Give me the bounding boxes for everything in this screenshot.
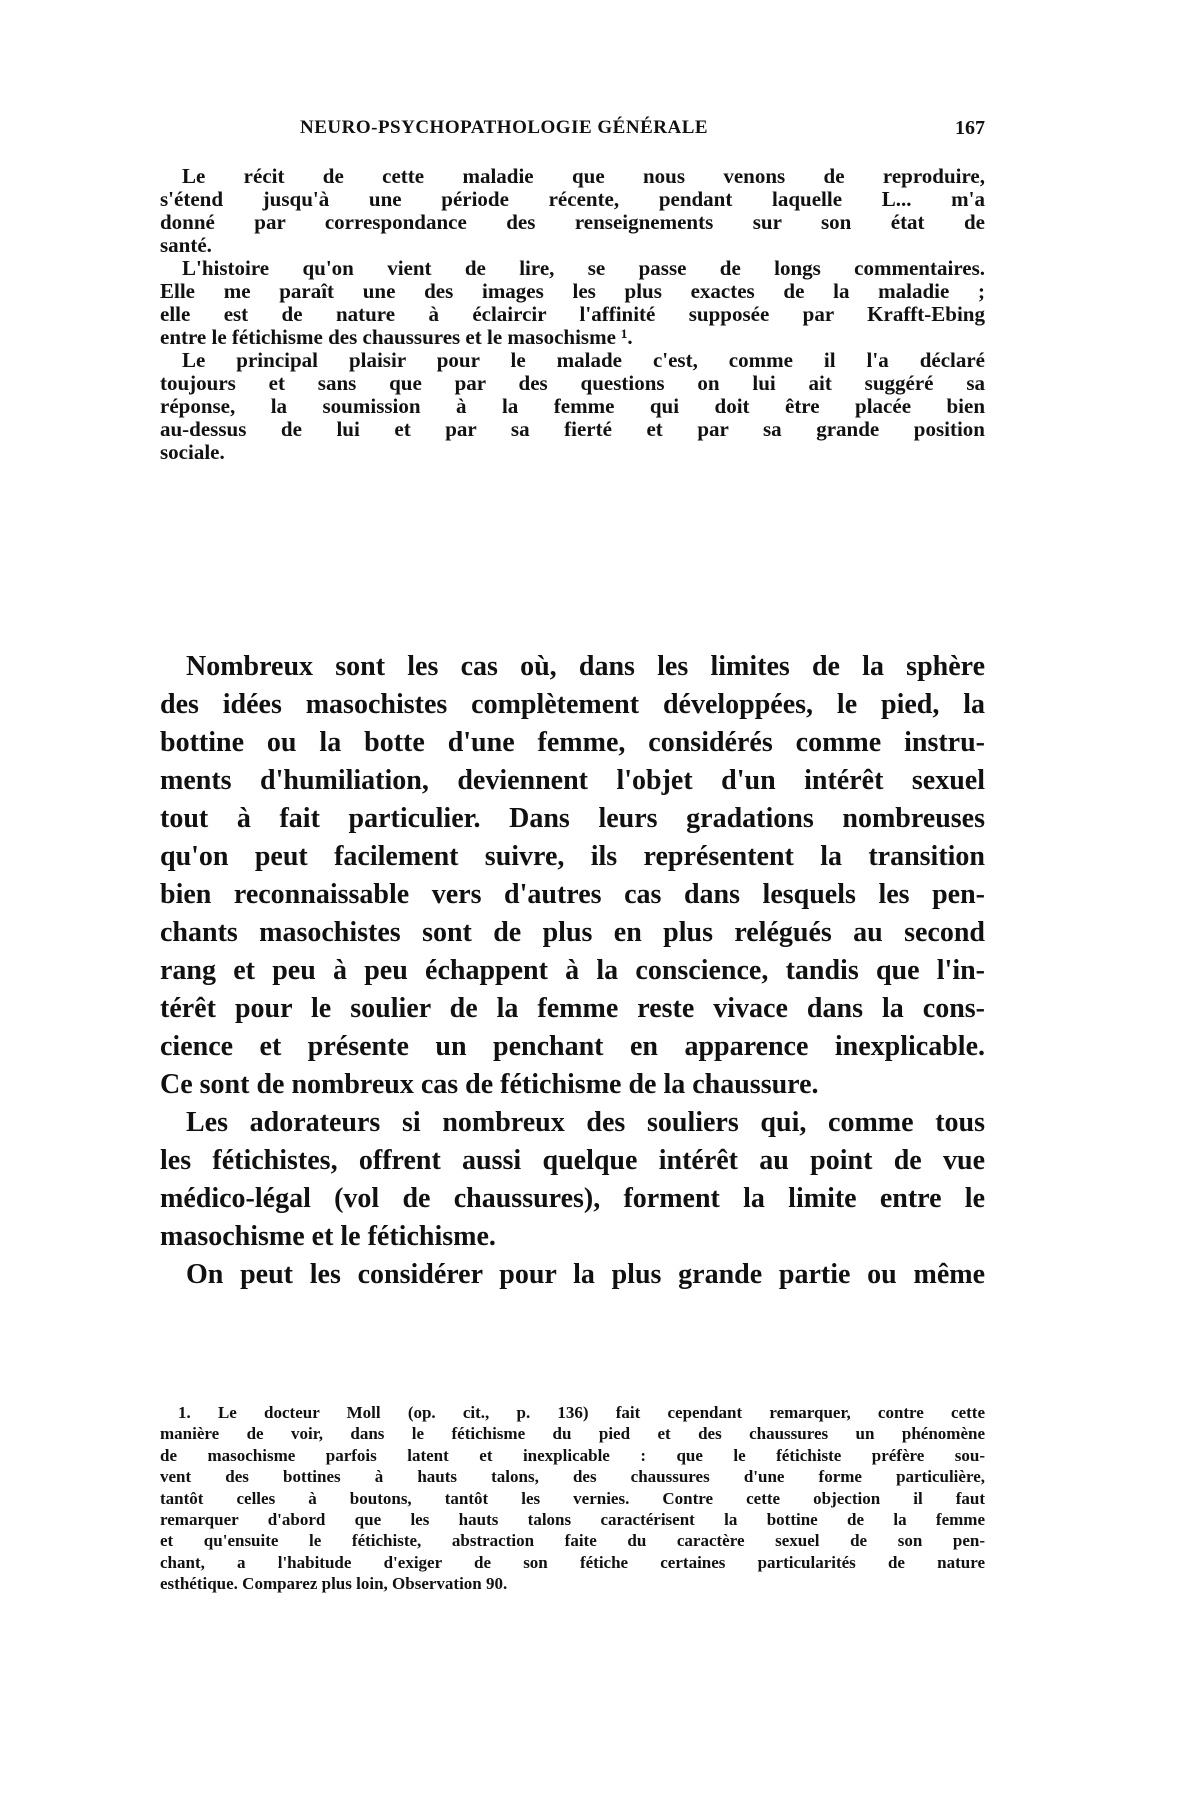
text-line: sociale. [160,440,225,464]
text-line: remarquer d'abord que les hauts talons caractérisent la bottine de la femme [160,1510,985,1530]
text-line: de masochisme parfois latent et inexplicable : que le fétichiste préfère sou- [160,1445,985,1465]
text-line: au-dessus de lui et par sa fierté et par sa grande position [160,417,985,441]
text-line: ments d'humiliation, deviennent l'objet d'un intérêt sexuel [160,765,985,796]
text-line: masochisme et le fétichisme. [160,1221,496,1252]
text-line: vent des bottines à hauts talons, des chaussures d'une forme particulière, [160,1467,985,1487]
text-line: chant, a l'habitude d'exiger de son fétiche certaines particularités de nature [160,1552,985,1572]
text-line: térêt pour le soulier de la femme reste vivace dans la cons- [160,993,985,1024]
quoted-case-block [160,165,985,464]
text-line: elle est de nature à éclaircir l'affinité supposée par Krafft-Ebing [160,302,985,326]
text-line: médico-légal (vol de chaussures), forment la limite entre le [160,1183,985,1214]
text-line: On peut les considérer pour la plus grande partie ou même [186,1259,985,1290]
text-line: réponse, la soumission à la femme qui doit être placée bien [160,394,985,418]
text-line: Ce sont de nombreux cas de fétichisme de la chaussure. [160,1069,819,1100]
text-line: des idées masochistes complètement développées, le pied, la [160,689,985,720]
text-line: 1. Le docteur Moll (op. cit., p. 136) fait cependant remarquer, contre cette [178,1403,985,1422]
text-line: Elle me paraît une des images les plus exactes de la maladie ; [160,279,985,303]
text-line: Le récit de cette maladie que nous venons de reproduire, [182,164,985,188]
text-line: esthétique. Comparez plus loin, Observation 90. [160,1574,508,1594]
text-line: Nombreux sont les cas où, dans les limites de la sphère [186,651,985,682]
text-line: Les adorateurs si nombreux des souliers qui, comme tous [186,1107,985,1138]
page-number: 167 [955,117,985,139]
text-line: tantôt celles à boutons, tantôt les vernies. Contre cette objection il faut [160,1488,985,1508]
text-line: L'histoire qu'on vient de lire, se passe de longs commentaires. [182,256,985,280]
text-line: et qu'ensuite le fétichiste, abstraction faite du caractère sexuel de son pen- [160,1531,985,1551]
text-line: manière de voir, dans le fétichisme du pied et des chaussures un phénomène [160,1424,985,1444]
text-line: qu'on peut facilement suivre, ils représentent la transition [160,841,985,872]
text-line: tout à fait particulier. Dans leurs gradations nombreuses [160,803,985,834]
footnote-block [160,1402,985,1595]
text-line: les fétichistes, offrent aussi quelque intérêt au point de vue [160,1145,985,1176]
main-text-block [160,648,985,1294]
text-line: cience et présente un penchant en apparence inexplicable. [160,1031,985,1062]
running-title: NEURO-PSYCHOPATHOLOGIE GÉNÉRALE [300,117,709,138]
text-line: entre le fétichisme des chaussures et le masochisme ¹. [160,325,633,349]
text-line: santé. [160,233,212,257]
text-line: Le principal plaisir pour le malade c'est, comme il l'a déclaré [182,348,985,372]
text-line: donné par correspondance des renseignements sur son état de [160,210,985,234]
text-line: toujours et sans que par des questions on lui ait suggéré sa [160,371,985,395]
text-line: s'étend jusqu'à une période récente, pendant laquelle L... m'a [160,187,985,211]
text-line: chants masochistes sont de plus en plus relégués au second [160,917,985,948]
text-line: bien reconnaissable vers d'autres cas dans lesquels les pen- [160,879,985,910]
text-line: rang et peu à peu échappent à la conscience, tandis que l'in- [160,955,985,986]
text-line: bottine ou la botte d'une femme, considérés comme instru- [160,727,985,758]
